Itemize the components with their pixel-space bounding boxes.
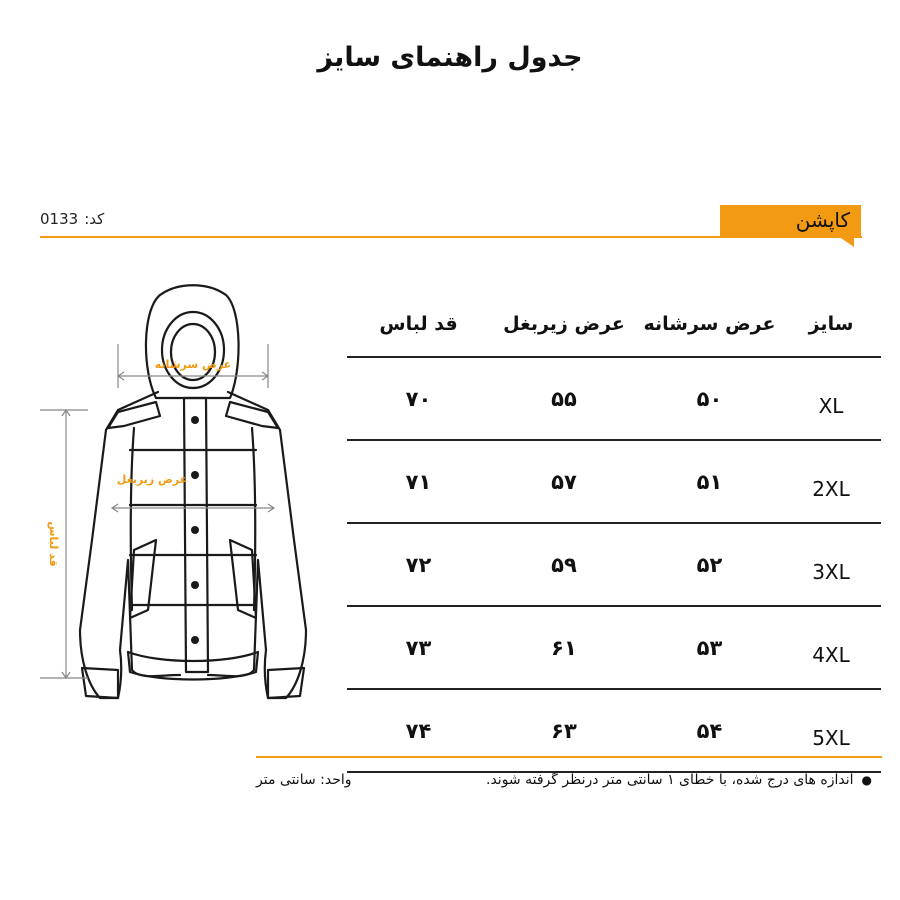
cell-size: 3XL	[781, 523, 881, 606]
measurement-note	[486, 772, 872, 788]
cell-shoulder: ۵۱	[638, 440, 781, 523]
product-name: کاپشن	[795, 208, 850, 232]
cell-shoulder: ۵۰	[638, 357, 781, 440]
cell-shoulder: ۵۲	[638, 523, 781, 606]
cell-chest: ۵۹	[490, 523, 638, 606]
cell-length: ۷۴	[347, 689, 490, 772]
table-row	[347, 606, 881, 689]
hood-outline	[146, 285, 239, 398]
cell-length: ۷۳	[347, 606, 490, 689]
table-row	[347, 440, 881, 523]
jacket-illustration	[30, 280, 320, 710]
bullet-dot-icon: ●	[861, 773, 872, 787]
header-chest: عرض زیربغل	[490, 292, 638, 357]
cell-size: 2XL	[781, 440, 881, 523]
size-table	[347, 292, 881, 773]
cell-chest: ۶۱	[490, 606, 638, 689]
length-label: قد لباس	[47, 521, 60, 567]
hood-fur-inner	[171, 324, 215, 380]
cell-length: ۷۰	[347, 357, 490, 440]
hem-band	[128, 652, 258, 680]
cell-shoulder: ۵۴	[638, 689, 781, 772]
footer-divider	[256, 756, 882, 758]
header-divider	[40, 236, 862, 238]
right-pocket	[230, 540, 256, 618]
product-code	[40, 210, 104, 228]
left-cuff	[82, 668, 118, 698]
page-title: جدول راهنمای سایز	[317, 42, 583, 73]
button-1	[191, 416, 199, 424]
shoulder-label: عرض سرشانه	[154, 358, 232, 371]
table-row	[347, 689, 881, 772]
header-length: قد لباس	[347, 292, 490, 357]
button-4	[191, 581, 199, 589]
right-epaulette	[226, 402, 278, 428]
header-shoulder: عرض سرشانه	[638, 292, 781, 357]
table-row	[347, 357, 881, 440]
table-header-row	[347, 292, 881, 357]
left-epaulette	[108, 402, 160, 428]
cell-length: ۷۲	[347, 523, 490, 606]
chest-label: عرض زیربغل	[116, 473, 188, 486]
cell-chest: ۵۷	[490, 440, 638, 523]
button-2	[191, 471, 199, 479]
cell-size: XL	[781, 357, 881, 440]
left-pocket	[130, 540, 156, 618]
cell-chest: ۵۵	[490, 357, 638, 440]
product-code-label: کد:	[84, 210, 105, 228]
cell-size: 5XL	[781, 689, 881, 772]
front-placket	[184, 398, 208, 672]
button-3	[191, 526, 199, 534]
header-size: سایز	[781, 292, 881, 357]
product-code-value: 0133	[40, 210, 79, 228]
right-cuff	[268, 668, 304, 698]
note-text: اندازه های درج شده، با خطای ۱ سانتی متر درنظر گرفته شوند.	[486, 772, 854, 788]
table-row	[347, 523, 881, 606]
cell-length: ۷۱	[347, 440, 490, 523]
cell-shoulder: ۵۳	[638, 606, 781, 689]
button-5	[191, 636, 199, 644]
cell-chest: ۶۳	[490, 689, 638, 772]
unit-label: واحد: سانتی متر	[256, 772, 352, 788]
cell-size: 4XL	[781, 606, 881, 689]
